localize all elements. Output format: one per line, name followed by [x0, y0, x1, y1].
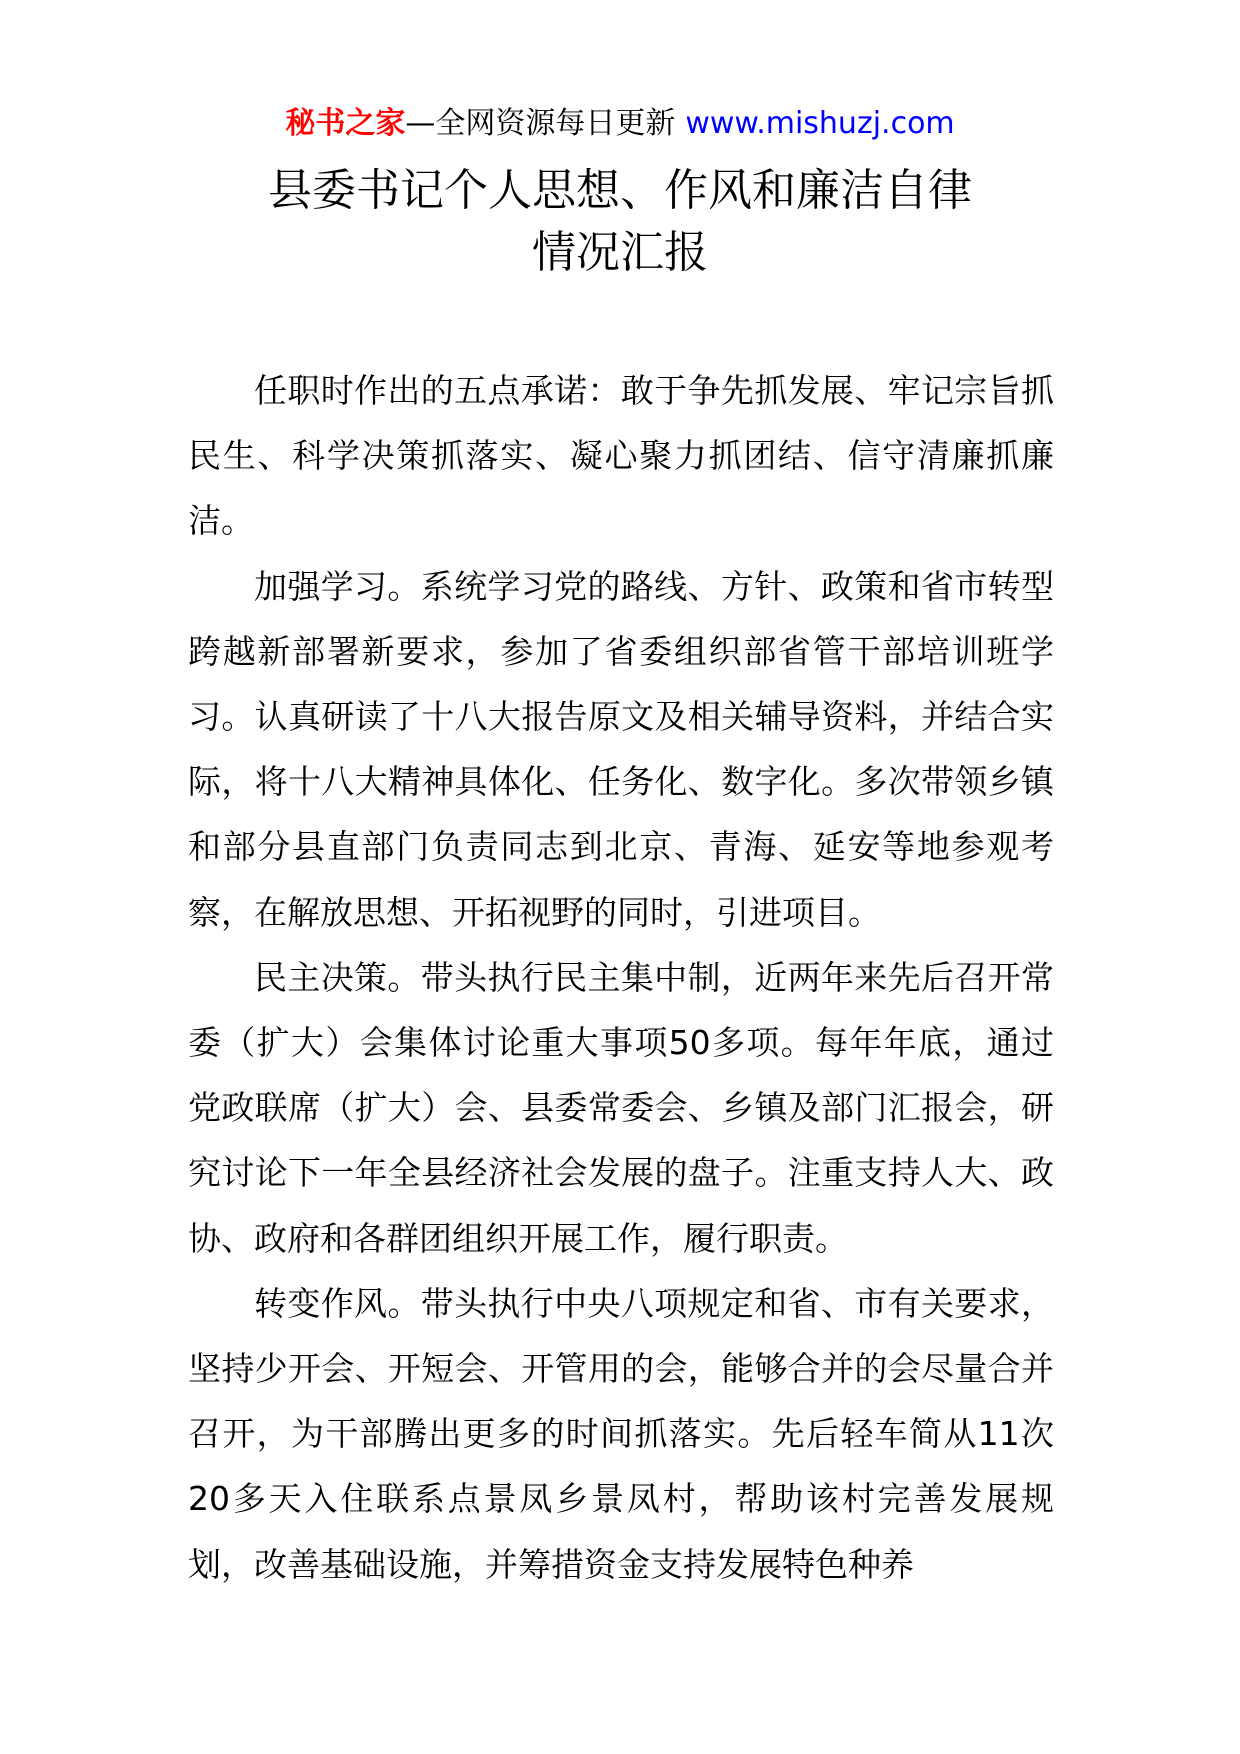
site-url-link[interactable]: www.mishuzj.com — [685, 106, 955, 141]
document-title — [0, 160, 1240, 284]
title-line-2: 情况汇报 — [532, 227, 708, 278]
brand-name: 秘书之家 — [285, 106, 406, 141]
document-body — [188, 358, 1054, 1597]
paragraph-commitments: 任职时作出的五点承诺：敢于争先抓发展、牢记宗旨抓民生、科学决策抓落实、凝心聚力抓团结、信守清廉抓廉洁。 — [188, 371, 1054, 541]
title-line-1: 县委书记个人思想、作风和廉洁自律 — [268, 165, 972, 216]
header-tagline: —全网资源每日更新 — [405, 106, 676, 141]
paragraph-study: 加强学习。系统学习党的路线、方针、政策和省市转型跨越新部署新要求，参加了省委组织部省管干部培训班学习。认真研读了十八大报告原文及相关辅导资料，并结合实际，将十八大精神具体化、任务化、数字化。多次带领乡镇和部分县直部门负责同志到北京、青海、延安等地参观考察，在解放思想、开拓视野的同时，引进项目。 — [188, 566, 1054, 932]
paragraph-democratic-decision: 民主决策。带头执行民主集中制，近两年来先后召开常委（扩大）会集体讨论重大事项50多项。每年年底，通过党政联席（扩大）会、县委常委会、乡镇及部门汇报会，研究讨论下一年全县经济社会发展的盘子。注重支持人大、政协、政府和各群团组织开展工作，履行职责。 — [188, 957, 1054, 1258]
paragraph-work-style: 转变作风。带头执行中央八项规定和省、市有关要求，坚持少开会、开短会、开管用的会，能够合并的会尽量合并召开，为干部腾出更多的时间抓落实。先后轻车简从11次20多天入住联系点景凤乡景凤村，帮助该村完善发展规划，改善基础设施，并筹措资金支持发展特色种养 — [188, 1283, 1054, 1584]
site-header — [0, 104, 1240, 144]
